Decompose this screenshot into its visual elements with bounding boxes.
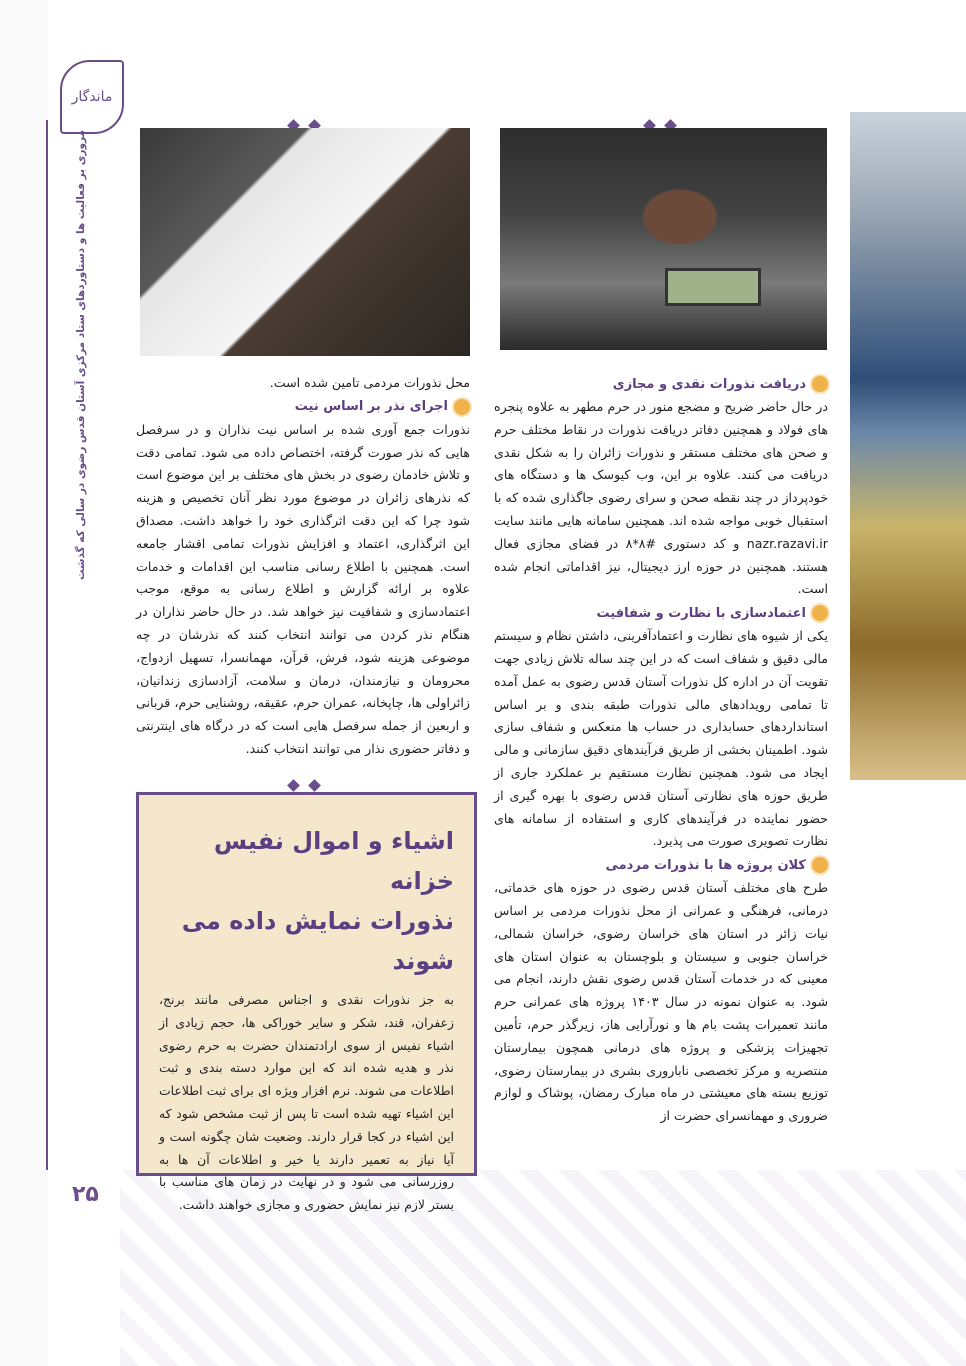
callout-box: [136, 792, 477, 1213]
flower-bullet-icon: [812, 857, 828, 873]
section-heading: [136, 399, 470, 415]
writing-photo: [140, 128, 470, 356]
flower-bullet-icon: [454, 399, 470, 415]
section-text: یکی از شیوه های نظارت و اعتمادآفرینی، داشتن نظام و سیستم مالی دقیق و شفاف است که در این چند ساله تلاش زیادی جهت تقویت آن در اداره کل نذورات آستان قدس رضوی به عمل آمده تا تمامی رویدادهای مالی نذورات طبقه بندی و بر اساس استانداردهای حسابداری در حساب ها منعکس و شفاف سازی شود. اطمینان بخشی از طریق فرآیندهای دقیق سازمانی و مالی ایجاد می شود. همچنین نظارت مستقیم بر عملکرد جاری از طریق حوزه های نظارتی آستان قدس رضوی با بهره گیری از حضور نماینده در فرآیندهای کاری و استفاده از سامانه های نظارت تصویری صورت می پذیرد.: [494, 628, 828, 849]
shrine-photo: [850, 112, 966, 780]
flower-bullet-icon: [812, 376, 828, 392]
callout-title-line: اشیاء و اموال نفیس خزانه: [213, 827, 454, 895]
magazine-logo: [60, 60, 124, 134]
scale-display: [665, 268, 761, 306]
section-text: طرح های مختلف آستان قدس رضوی در حوزه های خدماتی، درمانی، فرهنگی و عمرانی از محل نذورات مردمی بر اساس نیات زائر در استان های خراسان رضوی، خراسان شمالی، خراسان جنوبی و سیستان و بلوچستان به عنوان استان های معینی که در خدمات آستان قدس رضوی نقش دارند، انجام می شود. به عنوان نمونه در سال ۱۴۰۳ پروژه های عمرانی حرم مانند تعمیرات پشت بام ها و نورآرایی هاز، زیرگذر حرم، تأمین تجهیزات پزشکی و پروژه های درمانی همچون بیمارستان منتصریه و مرکز تخصصی ناباروری بشری در بیمارستان رضوی، توزیع بسته های معیشتی در ماه مبارک رمضان، پوشاک و لوازم ضروری و مهمانسرای حضرت از: [494, 880, 829, 1124]
section-heading: [494, 857, 828, 873]
left-column: [136, 372, 470, 761]
running-title-text: مروری بر فعالیت ها و دستاوردهای ستاد مرکزی آستان قدس رضوی در سالی که گذشت: [75, 130, 87, 580]
section-heading: [494, 605, 828, 621]
right-column: [494, 372, 828, 1128]
callout-title: [159, 821, 454, 981]
heading-text: اجرای نذر بر اساس نیت: [294, 399, 448, 415]
running-title: [69, 130, 93, 580]
callout-title-line: نذورات نمایش داده می شوند: [181, 907, 454, 975]
section-text: نذورات جمع آوری شده بر اساس نیت نذاران و در سرفصل هایی که نذر صورت گرفته، اختصاص داده می شود. تمامی دقت و تلاش خادمان رضوی در بخش های مختلف بر این موضوع است که نذرهای زائران در موضوع مورد نظر آنان تخصیص و هزینه شود چرا که این دقت اثرگذاری خود را خواهد داشت. مصداق این اثرگذاری، اعتماد و افزایش نذورات تمامی اقشار جامعه است. همچنین با اطلاع رسانی مناسب این اقدامات و خدمات علاوه بر ارائه گزارش و اطلاع رسانی به موقع، موجب اعتمادسازی و شفافیت نیز خواهد شد. در حال حاضر نذاران در هنگام نذر کردن می توانند انتخاب کنند که نذرشان در چه موضوعی هزینه شود، فرش، قرآن، مهمانسرا، تسهیل ازدواج، محرومان و نیازمندان، درمان و سلامت، آزادسازی زندانیان، زائراولی ها، چاپخانه، عمران حرم، عقیقه، روشنایی حرم، قربانی و اربعین از جمله سرفصل هایی است که در درگاه های اینترنتی و دفاتر حضوری نذار می توانند انتخاب کنند.: [136, 421, 470, 756]
heading-text: اعتمادسازی با نظارت و شفافیت: [596, 605, 806, 621]
callout-text: به جز نذورات نقدی و اجناس مصرفی مانند برنج، زعفران، قند، شکر و سایر خوراکی ها، حجم زیادی از اشیاء نفیس از سوی ارادتمندان حضرت به حرم رضوی نذر و هدیه شده اند که این موارد دسته بندی و ثبت اطلاعات می شوند. نرم افزار ویژه ای برای ثبت اطلاعات این اشیاء تهیه شده است تا پس از ثبت مشخص شود که این اشیاء در کجا قرار دارند. وضعیت شان چگونه است و آیا نیاز به تعمیر دارند یا خیر و اطلاعات آن ها به روزرسانی می شود و در نهایت در زمان های مناسب با بستر لازم نیز نمایش حضوری و مجازی خواهند داشت.: [159, 992, 454, 1213]
intro-line: محل نذورات مردمی تامین شده است.: [269, 375, 470, 390]
page-number: ۲۵: [72, 1182, 99, 1207]
logo-text: ماندگار: [71, 89, 113, 105]
heading-text: دریافت نذورات نقدی و مجازی: [612, 376, 806, 392]
section-heading: [494, 376, 828, 392]
section-text: در حال حاضر ضریح و مضجع منور در حرم مطهر به علاوه پنجره های فولاد و همچنین دفاتر دریافت نذورات در نقاط مختلف حرم و صحن های مختلف مستقر و نذورات زائران را به شکل نقدی دریافت می کنند. علاوه بر این، وب کیوسک ها و دستگاه های خودپرداز در چند نقطه صحن و سرای رضوی جاگذاری شده که با استقبال خوبی مواجه شده اند. همچنین سامانه هایی مانند سایت nazr.razavi.ir و کد دستوری #۸*۸ در فضای مجازی فعال هستند. همچنین در حوزه ارز دیجیتال، نیز اقداماتی انجام شده است.: [494, 399, 828, 597]
heading-text: کلان پروژه ها با نذورات مردمی: [605, 857, 806, 873]
scale-photo: [500, 128, 827, 350]
page-margin: [0, 0, 48, 1366]
flower-bullet-icon: [812, 605, 828, 621]
ornament-divider-icon: [244, 778, 364, 792]
margin-rule: [46, 120, 48, 1170]
